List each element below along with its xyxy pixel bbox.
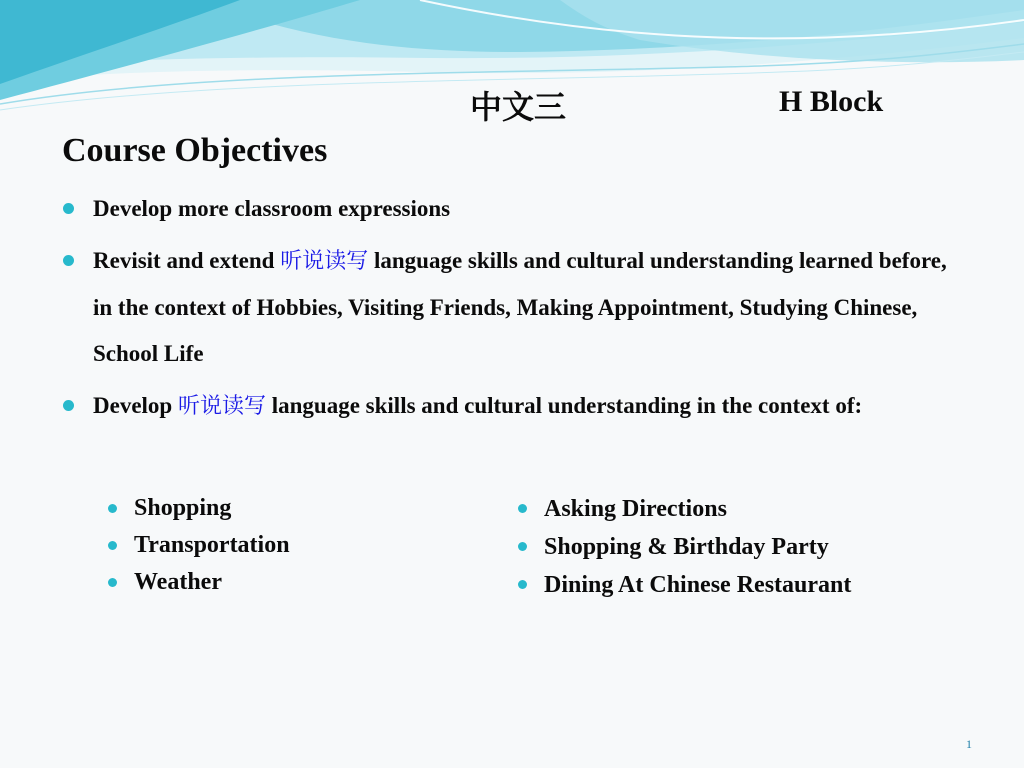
- bullet-dot-icon: [63, 255, 74, 266]
- topics-list-left: [106, 490, 290, 601]
- bullet-dot-icon: [63, 400, 74, 411]
- bullet-dot-icon: [518, 580, 527, 589]
- topics-list-right: [516, 490, 851, 604]
- topic-item: [516, 566, 851, 604]
- bullet-dot-icon: [108, 541, 117, 550]
- topic-label: Shopping & Birthday Party: [544, 534, 829, 560]
- topic-item: [106, 527, 290, 564]
- topic-item: [516, 490, 851, 528]
- bullet-dot-icon: [108, 578, 117, 587]
- objective-text-end: language skills and cultural understanding in the context of:: [265, 393, 863, 418]
- block-label: H Block: [779, 85, 884, 118]
- bullet-dot-icon: [518, 504, 527, 513]
- objective-item: [62, 186, 962, 232]
- objective-text-start: Develop: [93, 393, 178, 418]
- topic-label: Shopping: [134, 495, 232, 521]
- topic-label: Transportation: [134, 532, 290, 558]
- topic-item: [516, 528, 851, 566]
- objective-text-end: language skills and cultural understanding learned before, in the context of Hobbies, Visiting Friends, Making Appointment, Studying Chinese, School Life: [93, 248, 947, 366]
- bullet-dot-icon: [108, 504, 117, 513]
- objective-item: [62, 383, 962, 430]
- objective-item: [62, 238, 962, 377]
- topic-item: [106, 564, 290, 601]
- topic-label: Asking Directions: [544, 496, 727, 522]
- objective-text: Develop more classroom expressions: [93, 196, 451, 221]
- chinese-course-title: 中文三: [470, 88, 567, 126]
- slide-title: Course Objectives: [62, 132, 328, 169]
- bullet-dot-icon: [63, 203, 74, 214]
- page-number: 1: [966, 737, 972, 751]
- topic-item: [106, 490, 290, 527]
- topic-label: Dining At Chinese Restaurant: [544, 572, 852, 598]
- objectives-list: [62, 186, 962, 436]
- objective-text-start: Revisit and extend: [93, 248, 281, 273]
- skills-highlight: 听说读写: [177, 394, 266, 419]
- topic-label: Weather: [134, 569, 222, 595]
- skills-highlight: 听说读写: [280, 249, 369, 274]
- bullet-dot-icon: [518, 542, 527, 551]
